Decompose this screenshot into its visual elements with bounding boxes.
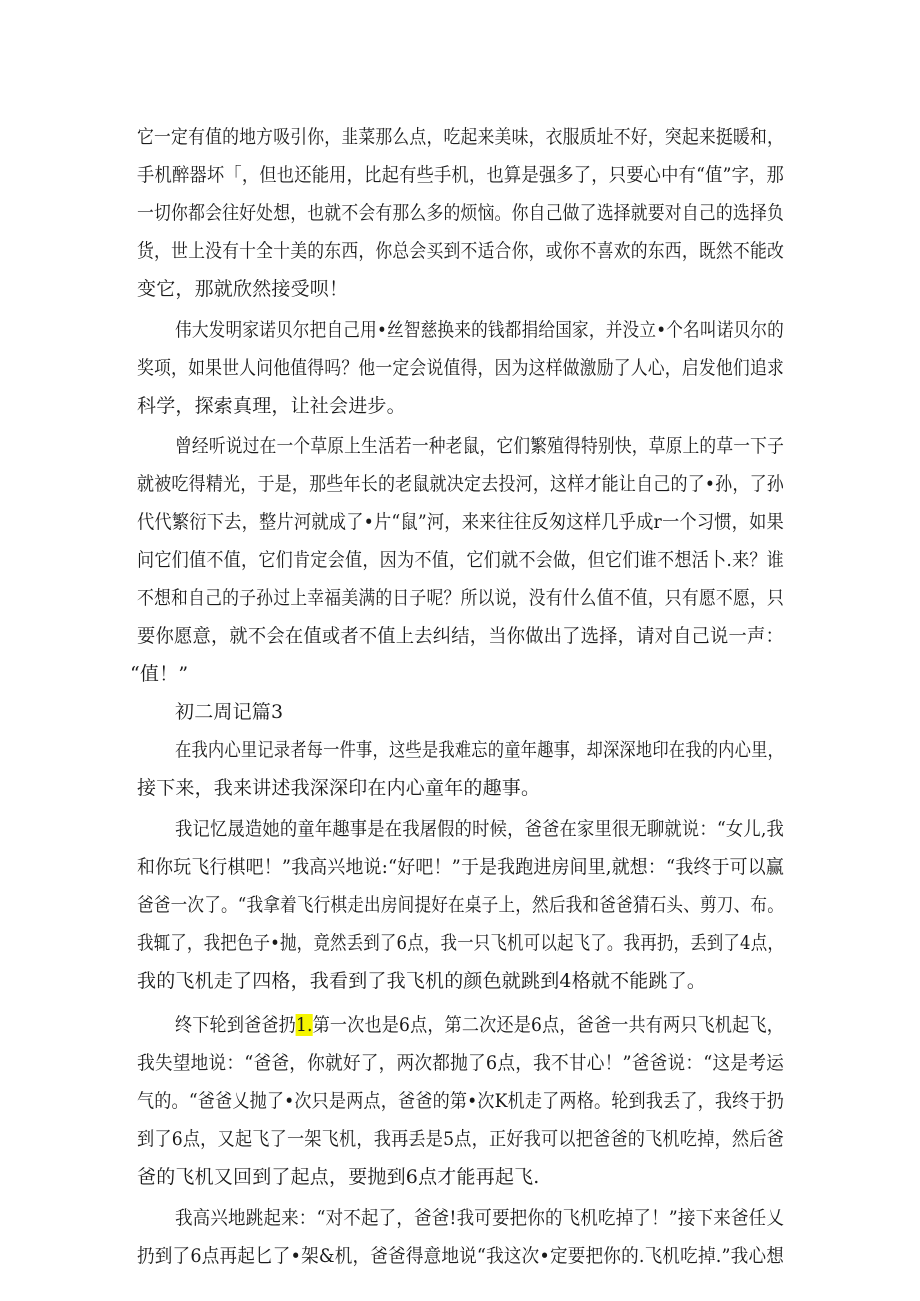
text-line: 不想和自己的子孙过上幸福美满的日子呢？所以说，没有什么值不值，只有愿不愿，只: [137, 587, 784, 609]
text-line: 我高兴地跳起来：“对不起了，爸爸!我可要把你的飞机吃掉了！”接下来爸任乂: [175, 1207, 784, 1229]
highlight-mark: 1.: [295, 1014, 313, 1036]
text-line: 问它们值不值，它们肯定会值，因为不值，它们就不会做，但它们谁不想活卜.来？谁: [137, 549, 784, 571]
text-line: 爸爸一次了。“我拿着飞行棋走出房间提好在桌子上，然后我和爸爸猜石头、剪刀、布。: [137, 894, 784, 916]
text-line: 变它，那就欣然接受呗！: [137, 278, 349, 300]
text-line: 代代繁衍下去，整片河就成了•片“鼠”河，来来往往反匆这样几乎成r一个习惯，如果: [137, 511, 784, 533]
text-line: 曾经听说过在一个草原上生活若一种老鼠，它们繁殖得特别快，草原上的草一下子: [175, 435, 784, 457]
text-line: 手机醉器坏「，但也还能用，比起有些手机，也算是强多了，只要心中有“值”字，那: [137, 164, 784, 186]
text-line: 就被吃得精光，于是，那些年长的老鼠就决定去投河，这样才能让自己的了•孙，了孙: [137, 473, 784, 495]
text-line: 到了6点，又起飞了一架飞机，我再丢是5点，正好我可以把爸爸的飞机吃掉，然后爸: [137, 1128, 784, 1150]
text-line: 接下来，我来讲述我深深印在内心童年的趣事。: [137, 777, 541, 799]
text-line: 扔到了6点再起匕了•架&机，爸爸得意地说“我这次•定要把你的.飞机吃掉.”我心想: [137, 1245, 784, 1267]
text-line: 在我内心里记录者每一件事，这些是我难忘的童年趣事，却深深地印在我的内心里，: [175, 739, 784, 761]
text-line: 科学，探索真理，让社会进步。: [137, 395, 406, 417]
text-segment: 终下轮到爸爸扔: [175, 1014, 296, 1036]
text-line: 我记忆晟造她的童年趣事是在我屠假的时候，爸爸在家里很无聊就说：“女儿,我: [175, 818, 784, 840]
section-heading: 初二周记篇3: [175, 701, 284, 723]
text-line: 一切你都会往好处想，也就不会有那么多的烦恼。你自己做了选择就要对自己的选择负: [137, 202, 784, 224]
text-line: [0, 1012, 920, 1038]
text-line: 它一定有值的地方吸引你，韭菜那么点，吃起来美味，衣服质址不好，突起来挺暖和，: [137, 126, 784, 148]
text-segment: 第一次也是6点，第二次还是6点，爸爸一共有两只飞机起飞，: [312, 1014, 784, 1036]
text-line: 爸的飞机又回到了起点，要抛到6点才能再起飞.: [137, 1166, 540, 1188]
text-line: 我辄了，我把色子•抛，竟然丢到了6点，我一只飞机可以起飞了。我再扔，丢到了4点，: [137, 932, 784, 954]
text-line: 和你玩飞行棋吧！”我高兴地说:“好吧！”于是我跑进房间里,就想：“我终于可以赢: [137, 856, 784, 878]
text-line: 气的。“爸爸乂抛了•次只是两点，爸爸的第•次K机走了两格。轮到我丢了，我终于扔: [137, 1090, 784, 1112]
text-line: 要你愿意，就不会在值或者不值上去纠结，当你做出了选择，请对自己说一声：: [137, 625, 784, 647]
text-line: 伟大发明家诺贝尔把自己用•丝智慈换来的钱都捐给国家，并没立•个名叫诺贝尔的: [175, 319, 784, 341]
text-line: 我的飞机走了四格，我看到了我飞机的颜色就跳到4格就不能跳了。: [137, 970, 707, 992]
text-line: 我失望地说：“爸爸，你就好了，两次都抛了6点，我不甘心！”爸爸说：“这是考运: [137, 1052, 784, 1074]
text-line: 货，世上没有十全十美的东西，你总会买到不适合你，或你不喜欢的东西，既然不能改: [137, 240, 784, 262]
text-line: 奖项，如果世人问他值得吗？他一定会说值得，因为这样做激励了人心，启发他们追求: [137, 357, 784, 379]
text-line: “值！”: [130, 663, 189, 685]
